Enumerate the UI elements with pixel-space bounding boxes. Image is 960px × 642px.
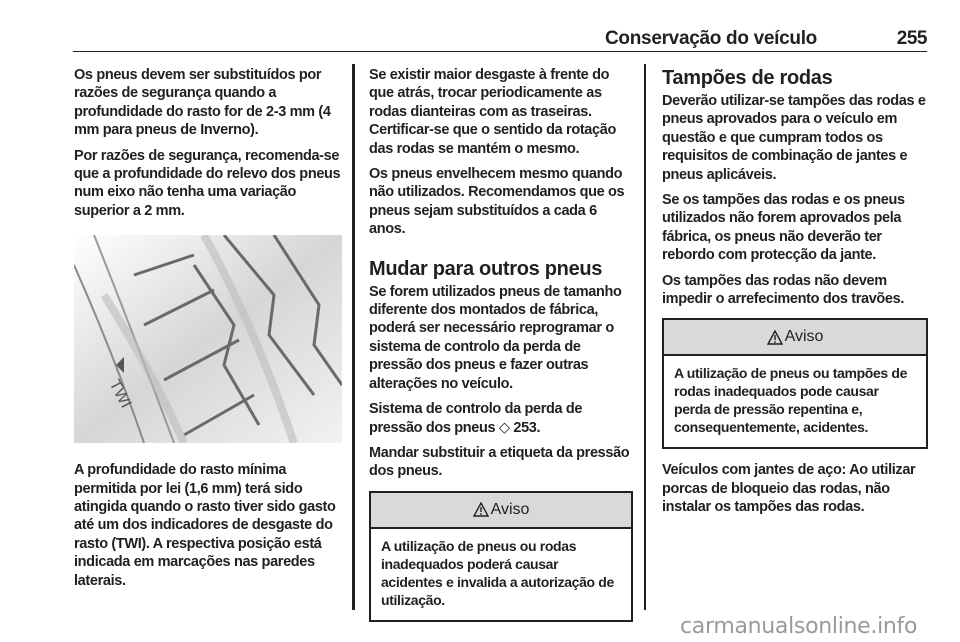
twi-label: TWI [105,377,135,412]
paragraph: Se os tampões das rodas e os pneus utilizados não forem aprovados pela fábrica, os pneus não deverão ter rebordo com protecção da jante. [662,192,905,264]
warning-title: Aviso [784,328,824,346]
column-divider [644,64,646,610]
warning-header [371,493,631,529]
cross-reference-link[interactable]: Sistema de controlo da perda de pressão dos pneus ◇ 253. [369,401,583,436]
column-3 [662,66,928,524]
warning-text: A utilização de pneus ou rodas inadequados poderá causar acidentes e invalida a autorização de utilização. [381,537,614,608]
paragraph: Os tampões das rodas não devem impedir o arrefecimento dos travões. [662,272,905,308]
paragraph: Deverão utilizar-se tampões das rodas e pneus aprovados para o veículo em questão e que cumpram todos os requisitos de combinação de jantes e pneus aplicáveis. [662,93,926,183]
paragraph: Se forem utilizados pneus de tamanho diferente dos montados de fábrica, poderá ser necessário reprogramar o sistema de controlo da perda de pressão dos pneus e fazer outras alterações no veículo. [369,283,622,392]
page-number: 255 [896,28,927,49]
tyre-tread-illustration [74,235,342,443]
warning-text: A utilização de pneus ou tampões de rodas inadequados pode causar perda de pressão repentina e, consequentemente, acidentes. [674,365,908,436]
warning-box [662,318,928,449]
section-title: Mudar para outros pneus [369,257,603,280]
section-title: Tampões de rodas [662,67,833,89]
paragraph: Os pneus devem ser substituídos por razões de segurança quando a profundidade do rasto for de 2-3 mm (4 mm para pneus de Inverno). [74,67,331,139]
page-title: Conservação do veículo [605,28,817,49]
column-divider [352,64,355,610]
warning-title: Aviso [490,500,530,518]
paragraph: Veículos com jantes de aço: Ao utilizar porcas de bloqueio das rodas, não instalar os tampões das rodas. [662,462,916,516]
warning-triangle-icon [473,502,489,517]
paragraph: Mandar substituir a etiqueta da pressão dos pneus. [369,444,630,480]
paragraph: Por razões de segurança, recomenda-se que a profundidade do relevo dos pneus num eixo não tenha uma variação superior a 2 mm. [74,147,341,219]
paragraph: A profundidade do rasto mínima permitida por lei (1,6 mm) terá sido atingida quando o rasto tiver sido gasto até um dos indicadores de desgaste do rasto (TWI). A respectiva posição está indicada em marcações nas paredes laterais. [74,462,336,589]
paragraph: Os pneus envelhecem mesmo quando não utilizados. Recomendamos que os pneus sejam substituídos a cada 6 anos. [369,166,625,238]
warning-header [664,320,926,356]
tyre-tread-icon [74,235,342,443]
page-header [73,24,927,52]
column-1 [74,66,342,597]
column-2 [369,66,633,634]
warning-triangle-icon [767,330,783,345]
paragraph: Se existir maior desgaste à frente do que atrás, trocar periodicamente as rodas dianteiras com as traseiras. Certificar-se que o sentido da rotação das rodas se mantém o mesmo. [369,67,616,157]
warning-box [369,491,633,622]
watermark: carmanualsonline.info [680,614,918,639]
